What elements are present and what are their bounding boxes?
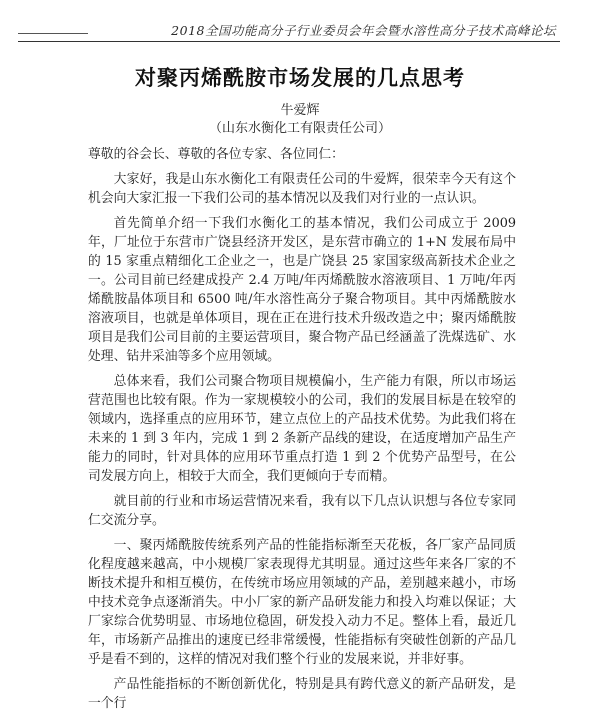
header-left-mark (18, 33, 88, 34)
running-title: 2018全国功能高分子行业委员会年会暨水溶性高分子技术高峰论坛 (171, 23, 556, 38)
header-rule (18, 41, 560, 42)
author-affiliation: （山东水衡化工有限责任公司） (208, 121, 391, 136)
article-body (88, 145, 516, 719)
paragraph-continuation: 产品性能指标的不断创新优化，特别是具有跨代意义的新产品研发，是一个行 (88, 677, 516, 711)
author-name: 牛爱辉 (280, 103, 320, 118)
paragraph-transition: 就目前的行业和市场运营情况来看，我有以下几点认识想与各位专家同仁交流分享。 (88, 494, 516, 528)
paragraph-point-one: 一、聚丙烯酰胺传统系列产品的性能指标渐至天花板，各厂家产品同质化程度越来越高，中小规模厂家表现得尤其明显。通过这些年来各厂家的不断技术提升和相互模仿，在传统市场应用领域的产品，差别越来越小，市场中技术竞争点逐渐消失。中小厂家的新产品研发能力和投入均难以保证；大厂家综合优势明显、市场地位稳固，研发投入动力不足。整体上看，最近几年，市场新产品推出的速度已经非常缓慢，性能指标有突破性创新的产品几乎是看不到的，这样的情况对我们整个行业的发展来说，并非好事。 (88, 538, 516, 667)
article-title: 对聚丙烯酰胺市场发展的几点思考 (135, 66, 465, 90)
salutation: 尊敬的谷会长、尊敬的各位专家、各位同仁： (88, 147, 344, 162)
running-header (0, 21, 600, 41)
paragraph-company-intro: 首先简单介绍一下我们水衡化工的基本情况，我们公司成立于 2009 年，厂址位于东营市广饶县经济开发区，是东营市确立的 1+N 发展布局中的 15 家重点精细化工企业之一，也是广饶县 25 家国家级高新技术企业之一。公司目前已经建成投产 2.4 万吨/年丙烯酰胺水溶液项目、1 万吨/年丙烯酰胺晶体项目和 6500 吨/年水溶性高分子聚合物项目。其中丙烯酰胺水溶液项目，也就是单体项目，现在正在进行技术升级改造之中；聚丙烯酰胺项目是我们公司目前的主要运营项目，聚合物产品已经涵盖了洗煤选矿、水处理、钻井采油等多个应用领域。 (88, 216, 516, 364)
paragraph-greeting: 大家好，我是山东水衡化工有限责任公司的牛爱辉，很荣幸今天有这个机会向大家汇报一下我们公司的基本情况以及我们对行业的一点认识。 (88, 172, 516, 206)
paragraph-development-goal: 总体来看，我们公司聚合物项目规模偏小，生产能力有限，所以市场运营范围也比较有限。作为一家规模较小的公司，我们的发展目标是在较窄的领域内，选择重点的应用环节，建立点位上的产品技术优势。为此我们将在未来的 1 到 3 年内，完成 1 到 2 条新产品线的建设，在适度增加产品生产能力的同时，针对具体的应用环节重点打造 1 到 2 个优势产品型号，在公司发展方向上，相较于大而全，我们更倾向于专而精。 (88, 374, 516, 484)
